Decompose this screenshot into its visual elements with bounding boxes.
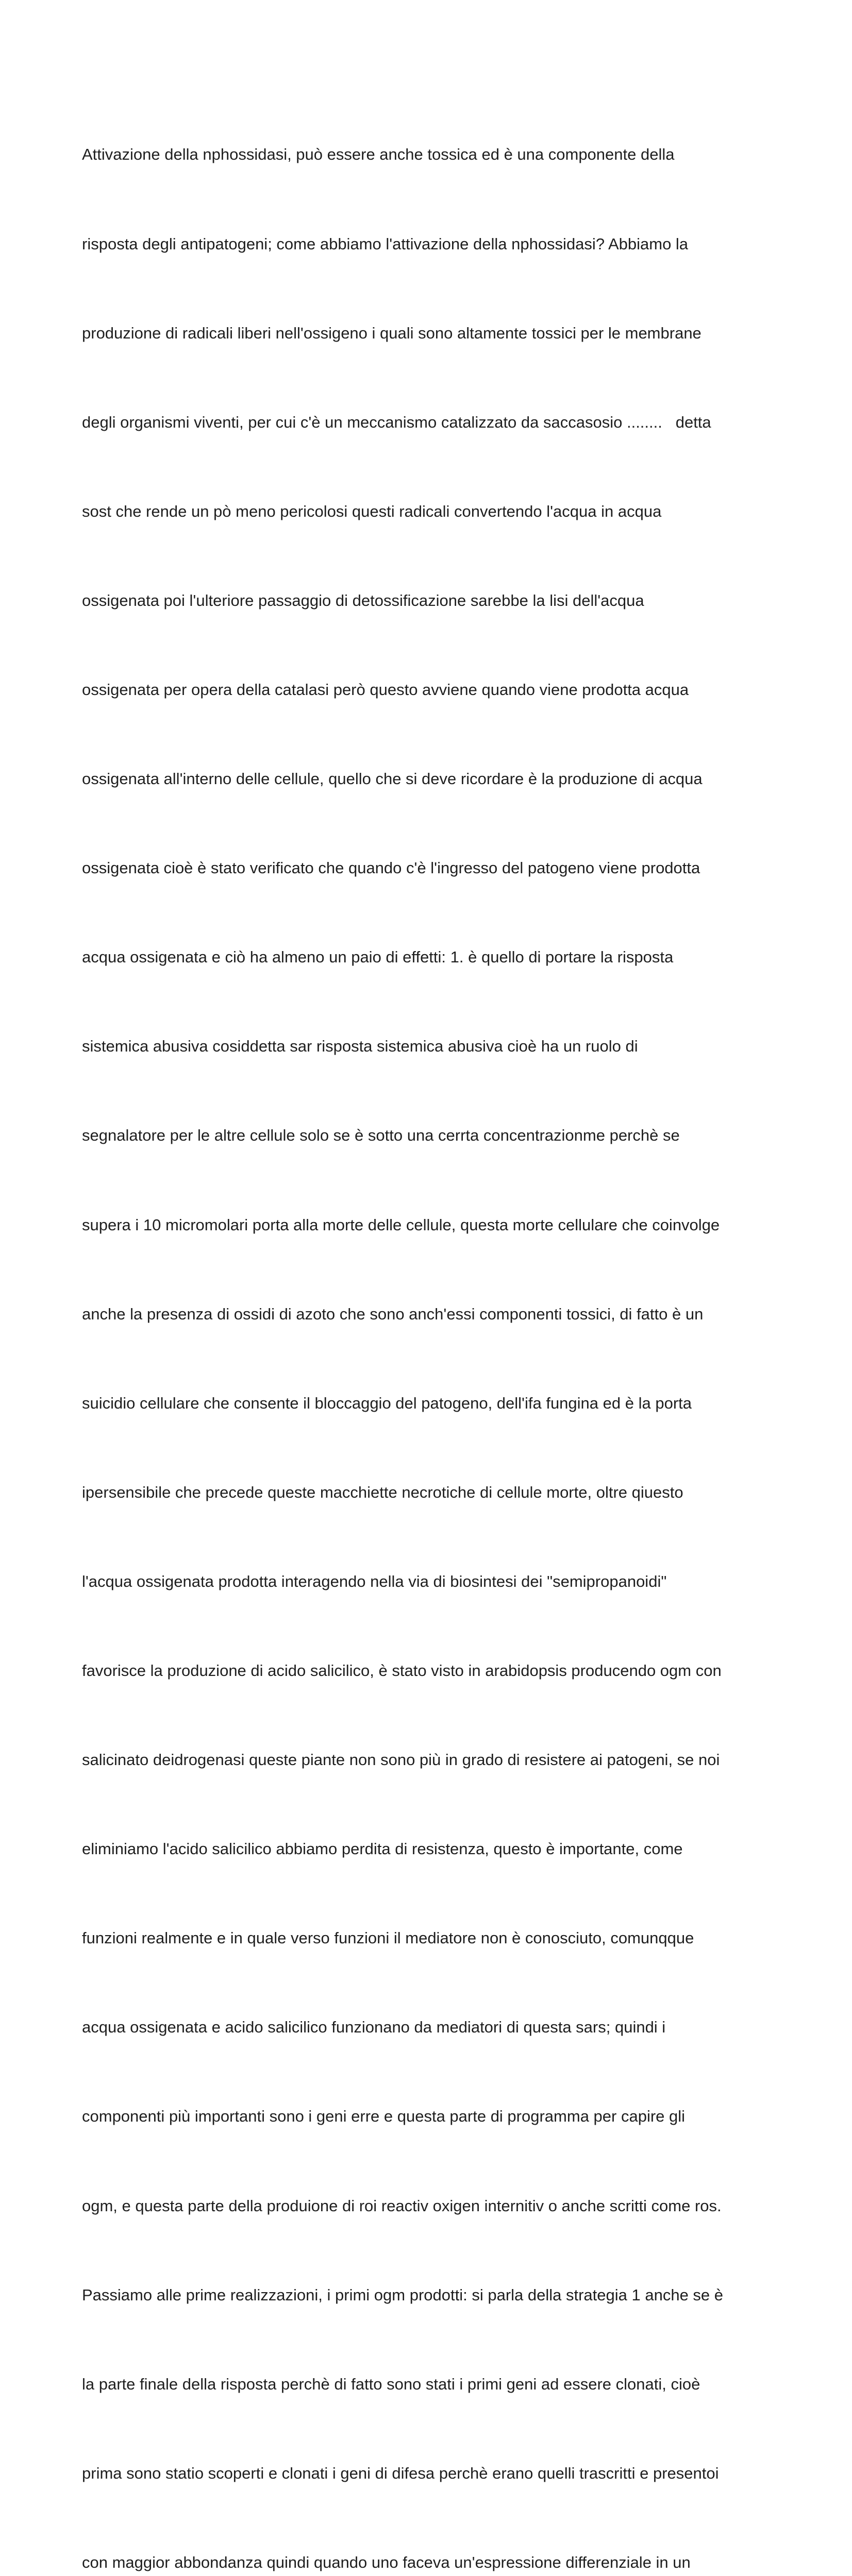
text-line: ipersensibile che precede queste macchiette necrotiche di cellule morte, oltre qiuesto (82, 1483, 683, 1501)
text-line: ossigenata poi l'ulteriore passaggio di detossificazione sarebbe la lisi dell'acqua (82, 591, 644, 609)
text-line: supera i 10 micromolari porta alla morte delle cellule, questa morte cellulare che coinvolge (82, 1215, 720, 1234)
text-line: ossigenata all'interno delle cellule, quello che si deve ricordare è la produzione di acqua (82, 770, 703, 788)
text-line: sistemica abusiva cosiddetta sar risposta sistemica abusiva cioè ha un ruolo di (82, 1037, 638, 1056)
text-line: l'acqua ossigenata prodotta interagendo nella via di biosintesi dei "semipropanoidi" (82, 1572, 667, 1590)
text-line: salicinato deidrogenasi queste piante non sono più in grado di resistere ai patogeni, se noi (82, 1751, 720, 1769)
text-line: ossigenata cioè è stato verificato che quando c'è l'ingresso del patogeno viene prodotta (82, 859, 700, 877)
text-line: acqua ossigenata e acido salicilico funzionano da mediatori di questa sars; quindi i (82, 2018, 666, 2037)
text-line: suicidio cellulare che consente il bloccaggio del patogeno, dell'ifa fungina ed è la porta (82, 1394, 692, 1412)
text-line: sost che rende un pò meno pericolosi questi radicali convertendo l'acqua in acqua (82, 502, 662, 520)
text-line: prima sono statio scoperti e clonati i geni di difesa perchè erano quelli trascritti e presentoi (82, 2464, 719, 2482)
text-line: con maggior abbondanza quindi quando uno faceva un'espressione differenziale in un (82, 2553, 691, 2571)
text-line: favorisce la produzione di acido salicilico, è stato visto in arabidopsis producendo ogm con (82, 1662, 722, 1680)
text-line: degli organismi viventi, per cui c'è un meccanismo catalizzato da saccasosio ........ detta (82, 413, 711, 431)
text-line: segnalatore per le altre cellule solo se è sotto una cerrta concentrazionme perchè se (82, 1126, 680, 1145)
text-line: anche la presenza di ossidi di azoto che sono anch'essi componenti tossici, di fatto è un (82, 1304, 704, 1323)
body-text (82, 80, 783, 2576)
text-line: acqua ossigenata e ciò ha almeno un paio di effetti: 1. è quello di portare la risposta (82, 948, 674, 967)
text-line: la parte finale della risposta perchè di fatto sono stati i primi geni ad essere clonati, cioè (82, 2375, 700, 2393)
text-line: risposta degli antipatogeni; come abbiamo l'attivazione della nphossidasi? Abbiamo la (82, 234, 689, 253)
text-line: ogm, e questa parte della produione di roi reactiv oxigen internitiv o anche scritti come ros. (82, 2196, 722, 2215)
text-line: Attivazione della nphossidasi, può essere anche tossica ed è una componente della (82, 145, 675, 164)
text-line: eliminiamo l'acido salicilico abbiamo perdita di resistenza, questo è importante, come (82, 1840, 683, 1858)
text-line: Passiamo alle prime realizzazioni, i primi ogm prodotti: si parla della strategia 1 anche se è (82, 2285, 724, 2304)
text-line: funzioni realmente e in quale verso funzioni il mediatore non è conosciuto, comunqque (82, 1929, 694, 1947)
text-line: ossigenata per opera della catalasi però questo avviene quando viene prodotta acqua (82, 680, 689, 699)
text-line: produzione di radicali liberi nell'ossigeno i quali sono altamente tossici per le membrane (82, 324, 701, 342)
text-line: componenti più importanti sono i geni erre e questa parte di programma per capire gli (82, 2107, 686, 2126)
